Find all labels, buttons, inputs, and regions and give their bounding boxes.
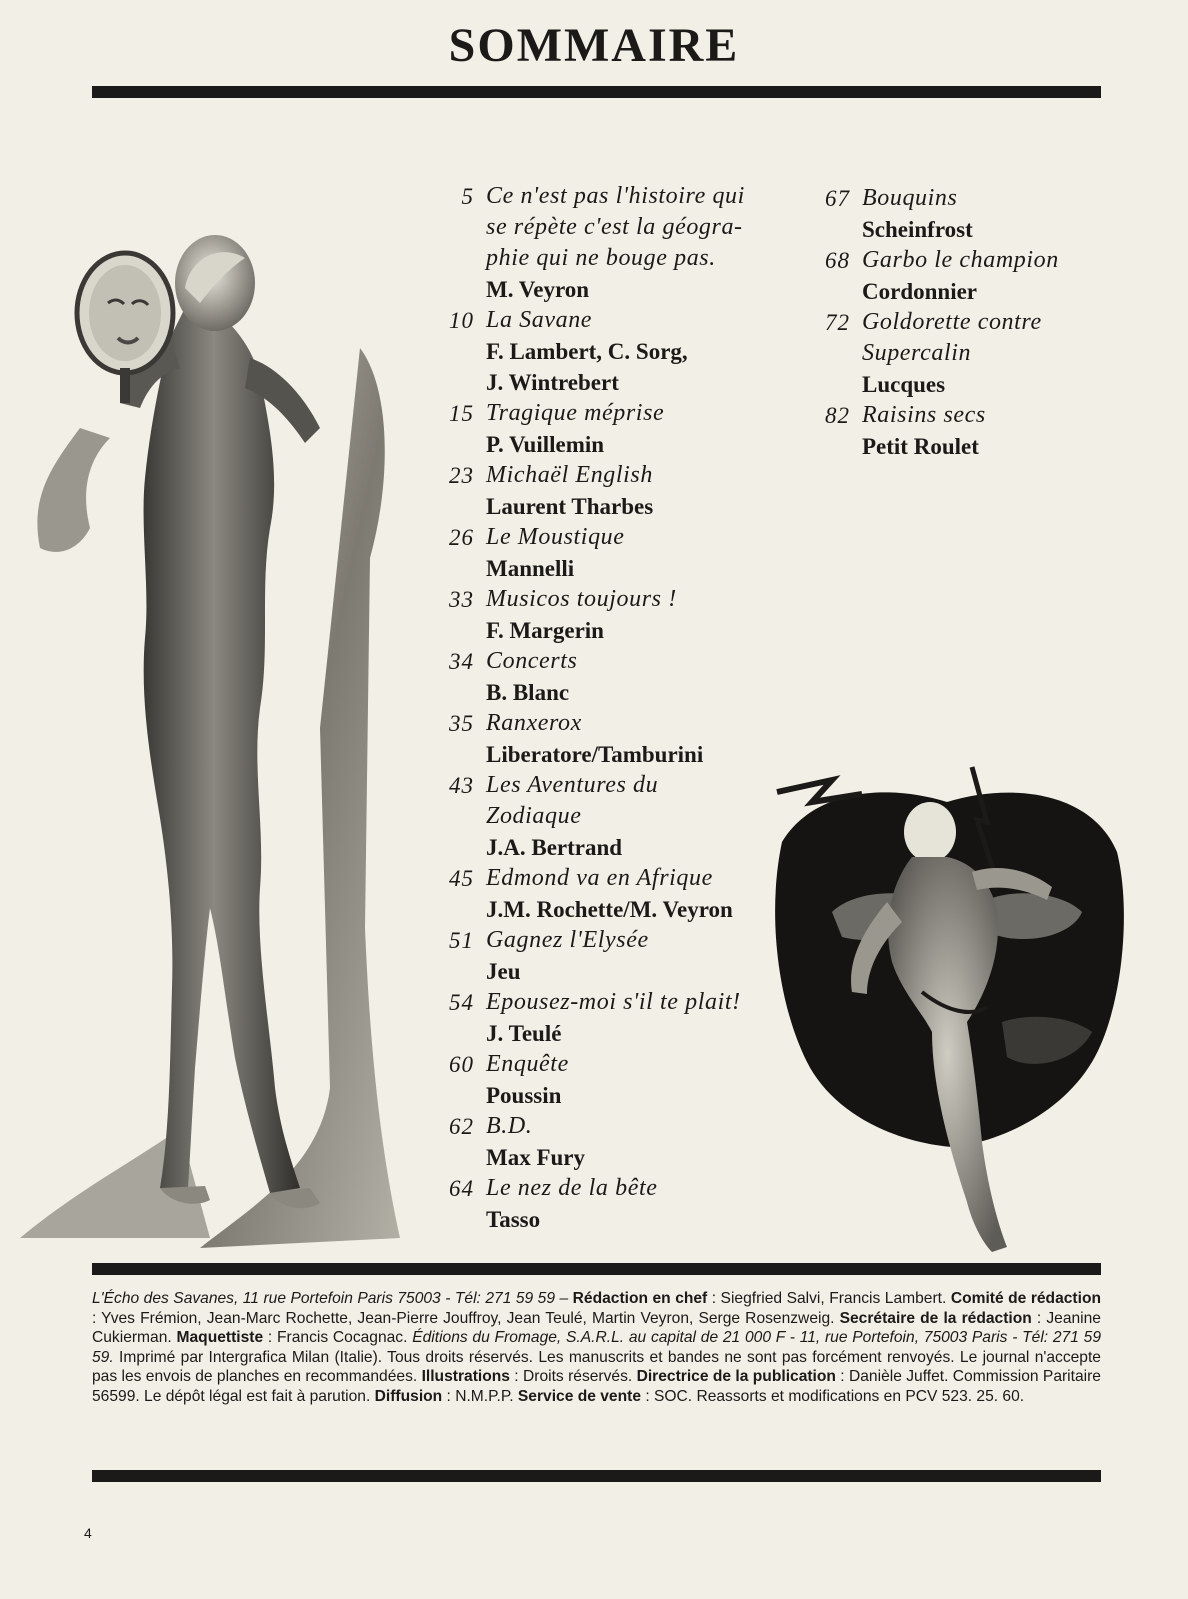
toc-article-author: Petit Roulet: [862, 434, 979, 459]
toc-article-author: J.A. Bertrand: [486, 835, 623, 860]
toc-article-title: B.D.: [486, 1113, 533, 1139]
toc-article-title: Garbo le champion: [862, 247, 1059, 273]
toc-article-title: Ranxerox: [486, 710, 582, 736]
toc-article-author: Mannelli: [486, 556, 575, 581]
toc-entry: [420, 987, 780, 1049]
toc-article-title: Zodiaque: [486, 803, 582, 829]
toc-article-title: Enquête: [486, 1051, 569, 1077]
toc-article-title: Edmond va en Afrique: [486, 865, 713, 891]
toc-page-number: 54: [449, 990, 474, 1015]
toc-article-title: Gagnez l'Elysée: [486, 927, 649, 953]
toc-page-number: 68: [825, 248, 850, 273]
toc-article-author: B. Blanc: [486, 680, 570, 705]
credit-text: Éditions du Fromage, S.A.R.L. au capital de 21 000 F - 11, rue Portefoin, 75003 Paris - Tél: 271 59 59.: [92, 1329, 1102, 1366]
page-title: SOMMAIRE: [448, 19, 740, 72]
toc-page-number: 35: [449, 711, 474, 736]
toc-page-number: 45: [449, 866, 474, 891]
toc-entry: [802, 400, 1102, 462]
toc-page-number: 60: [449, 1052, 474, 1077]
toc-article-author: Tasso: [486, 1207, 541, 1232]
toc-right-column: [802, 183, 1102, 462]
toc-article-author: M. Veyron: [486, 277, 590, 302]
toc-article-title: Epousez-moi s'il te plait!: [486, 989, 741, 1015]
toc-entry: [420, 398, 780, 460]
middle-rule: [92, 1263, 1101, 1275]
toc-article-author: F. Lambert, C. Sorg,: [486, 339, 688, 364]
credit-text: : SOC. Reassorts et modifications en PCV 523. 25. 60.: [641, 1387, 1025, 1405]
toc-article-author: Cordonnier: [862, 279, 977, 304]
toc-article-author: J.M. Rochette/M. Veyron: [486, 897, 733, 922]
credit-text: : Yves Frémion, Jean-Marc Rochette, Jean-Pierre Jouffroy, Jean Teulé, Martin Veyron, Serge Rosenzweig.: [92, 1309, 840, 1327]
toc-page-number: 15: [449, 401, 474, 426]
toc-article-title: Concerts: [486, 648, 578, 674]
toc-article-author: J. Teulé: [486, 1021, 562, 1046]
toc-article-author: Jeu: [486, 959, 521, 984]
bottom-rule: [92, 1470, 1101, 1482]
toc-article-title: se répète c'est la géogra-: [486, 214, 743, 240]
toc-article-author: J. Wintrebert: [486, 370, 619, 395]
toc-entry: [802, 245, 1102, 307]
credit-label: Maquettiste: [176, 1329, 264, 1347]
toc-page-number: 82: [825, 403, 850, 428]
toc-article-author: Lucques: [862, 372, 946, 397]
credit-label: Illustrations: [421, 1368, 510, 1386]
toc-article-author: Laurent Tharbes: [486, 494, 654, 519]
credit-label: Directrice de la publication: [636, 1368, 836, 1386]
credit-label: Rédaction en chef: [572, 1290, 708, 1307]
toc-article-title: Les Aventures du: [486, 772, 659, 798]
credit-text: L'Écho des Savanes, 11 rue Portefoin Paris 75003 - Tél: 271 59 59 –: [92, 1290, 573, 1307]
toc-page-number: 26: [449, 525, 474, 550]
toc-page-number: 67: [825, 186, 850, 211]
toc-article-author: Max Fury: [486, 1145, 586, 1170]
credit-text: : Droits réservés.: [509, 1368, 637, 1386]
toc-page-number: 43: [449, 773, 474, 798]
toc-entry: [420, 770, 780, 863]
credit-label: Diffusion: [374, 1387, 443, 1405]
toc-article-title: Le Moustique: [486, 524, 625, 550]
toc-article-author: Scheinfrost: [862, 217, 973, 242]
toc-entry: [420, 1049, 780, 1111]
toc-article-author: P. Vuillemin: [486, 432, 605, 457]
toc-entry: [420, 646, 780, 708]
toc-entry: [802, 307, 1102, 400]
pinup-lips-illustration: [772, 762, 1132, 1258]
toc-article-author: F. Margerin: [486, 618, 604, 643]
toc-page-number: 64: [449, 1176, 474, 1201]
toc-article-title: Goldorette contre: [862, 309, 1042, 335]
toc-entry: [420, 708, 780, 770]
toc-article-title: Musicos toujours !: [486, 586, 677, 612]
masthead-credits: [92, 1289, 1101, 1407]
credit-label: Service de vente: [517, 1387, 641, 1405]
credit-text: Imprimé par Intergrafica Milan (Italie). Tous droits réservés. Les manuscrits et bandes ne sont pas forcément renvoyés. Le journal n'accepte pas les envois de planches en recommandées.: [92, 1348, 1101, 1386]
toc-article-title: Michaël English: [486, 462, 653, 488]
credit-label: Comité de rédaction: [950, 1290, 1102, 1307]
toc-entry: [420, 1111, 780, 1173]
toc-entry: [802, 183, 1102, 245]
toc-page-number: 62: [449, 1114, 474, 1139]
toc-article-title: Bouquins: [862, 185, 958, 211]
toc-entry: [420, 863, 780, 925]
toc-left-column: [420, 181, 780, 1235]
figure-mirror-illustration: [20, 228, 410, 1253]
toc-article-title: phie qui ne bouge pas.: [486, 245, 716, 271]
page-number: 4: [84, 1525, 92, 1541]
toc-entry: [420, 1173, 780, 1235]
toc-entry: [420, 460, 780, 522]
toc-article-author: Poussin: [486, 1083, 562, 1108]
toc-article-author: Liberatore/Tamburini: [486, 742, 704, 767]
toc-entry: [420, 925, 780, 987]
credit-text: : Jeanine Cukierman.: [92, 1309, 1101, 1347]
toc-article-title: Le nez de la bête: [486, 1175, 658, 1201]
toc-entry: [420, 305, 780, 398]
toc-entry: [420, 522, 780, 584]
credit-label: Secrétaire de la rédaction: [839, 1309, 1032, 1327]
credit-text: : N.M.P.P.: [442, 1387, 518, 1405]
toc-page-number: 72: [825, 310, 850, 335]
toc-article-title: Ce n'est pas l'histoire qui: [486, 183, 745, 209]
credit-text: : Siegfried Salvi, Francis Lambert.: [707, 1290, 951, 1307]
toc-page-number: 33: [449, 587, 474, 612]
toc-page-number: 10: [449, 308, 474, 333]
toc-article-title: La Savane: [486, 307, 593, 333]
toc-article-title: Tragique méprise: [486, 400, 665, 426]
toc-page-number: 51: [449, 928, 474, 953]
toc-entry: [420, 584, 780, 646]
credit-text: : Francis Cocagnac.: [263, 1329, 413, 1347]
toc-article-title: Raisins secs: [862, 402, 986, 428]
toc-page-number: 34: [449, 649, 474, 674]
top-rule: [92, 86, 1101, 98]
toc-entry: [420, 181, 780, 305]
toc-page-number: 5: [461, 184, 474, 209]
toc-article-title: Supercalin: [862, 340, 972, 366]
credit-text: : Danièle Juffet. Commission Paritaire 56599. Le dépôt légal est fait à parution.: [92, 1368, 1101, 1405]
toc-page-number: 23: [449, 463, 474, 488]
